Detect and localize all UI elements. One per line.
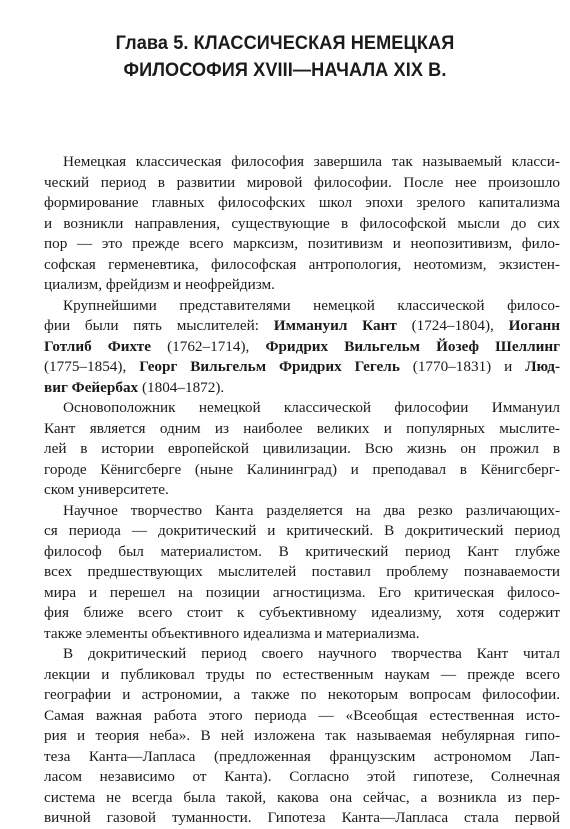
text-run: Немецкая классическая философия завершила так называемый класси- — [63, 153, 560, 170]
text-line — [44, 214, 560, 235]
text-line — [44, 275, 560, 296]
text-run: всех предшествующих мыслителей поставил проблему познаваемости — [44, 563, 560, 580]
paragraph — [44, 152, 560, 296]
text-run: (1724–1804), — [396, 317, 509, 334]
bold-name: Фридрих Вильгельм Йозеф Шеллинг — [265, 337, 560, 355]
text-line — [44, 726, 560, 747]
paragraph — [44, 644, 560, 829]
text-run: (1770–1831) и — [399, 358, 526, 375]
text-line — [44, 767, 560, 788]
bold-name: Иоганн — [508, 317, 560, 334]
bold-name: Георг Вильгельм Фридрих Гегель — [139, 358, 400, 375]
text-run: Самая важная работа этого периода — «Всеобщая естественная исто- — [44, 706, 560, 724]
text-line — [44, 439, 560, 460]
chapter-title — [57, 30, 513, 84]
text-line — [44, 583, 560, 604]
text-run: фия ближе всего стоит к субъективному идеализму, хотя содержит — [44, 604, 560, 621]
text-line — [44, 316, 560, 337]
text-line — [44, 398, 560, 419]
text-line — [44, 685, 560, 706]
text-run: городе Кёнигсберге (ныне Калининград) и преподавал в Кёнигсберг- — [44, 460, 560, 478]
text-line — [44, 501, 560, 522]
bold-name: Готлиб Фихте — [44, 337, 151, 355]
text-run: лей в истории европейской цивилизации. Всю жизнь он прожил в — [44, 440, 560, 457]
text-line — [44, 173, 560, 194]
text-run: Кант является одним из наиболее великих и популярных мыслите- — [44, 419, 560, 437]
text-run: вичной газовой туманности. Гипотеза Канта—Лапласа стала первой — [44, 809, 560, 826]
text-run: ческий период в развитии мировой философии. После нее произошло — [44, 173, 560, 191]
text-run: циализм, фрейдизм и неофрейдизм. — [44, 276, 275, 293]
chapter-title-line-2: ФИЛОСОФИЯ XVIII—НАЧАЛА XIX В. — [123, 59, 447, 81]
text-run: мира и перешел на позиции агностицизма. Его критическая филосо- — [44, 583, 560, 601]
text-run: (1775–1854), — [44, 358, 140, 375]
bold-name: Люд- — [525, 358, 561, 375]
text-run: (1804–1872). — [138, 378, 225, 396]
text-line — [44, 193, 560, 214]
paragraph — [44, 398, 560, 501]
text-line — [44, 665, 560, 686]
text-run: ласом независимо от Канта). Согласно этой гипотезе, Солнечная — [44, 768, 560, 785]
text-line — [44, 747, 560, 768]
text-run: и возникли направления, существующие в философской мысли до сих — [44, 214, 560, 232]
paragraph — [44, 501, 560, 645]
text-run: софская герменевтика, философская антропология, неотомизм, экзистен- — [44, 255, 560, 273]
text-run: ся периода — докритический и критический. В докритический период — [44, 522, 560, 539]
text-line — [44, 808, 560, 829]
paragraph — [44, 296, 560, 399]
text-line — [44, 337, 560, 358]
text-line — [44, 296, 560, 317]
text-run: также элементы объективного идеализма и материализма. — [44, 624, 420, 642]
text-line — [44, 542, 560, 563]
chapter-title-line-1: Глава 5. КЛАССИЧЕСКАЯ НЕМЕЦКАЯ — [115, 32, 455, 54]
text-line — [44, 357, 560, 378]
text-line — [44, 644, 560, 665]
text-run: лекции и публиковал труды по естественным наукам — прежде всего — [44, 665, 560, 683]
text-line — [44, 603, 560, 624]
text-line — [44, 378, 560, 399]
text-run: теза Канта—Лапласа (предложенная французским астрономом Лап- — [44, 747, 560, 765]
text-line — [44, 234, 560, 255]
text-line — [44, 521, 560, 542]
text-run: Крупнейшими представителями немецкой классической филосо- — [63, 296, 560, 314]
text-run: (1762–1714), — [150, 337, 266, 355]
text-line — [44, 706, 560, 727]
text-line — [44, 480, 560, 501]
text-line — [44, 419, 560, 440]
text-line — [44, 255, 560, 276]
text-run: географии и астрономии, а также по некоторым вопросам философии. — [44, 686, 560, 703]
text-run: Основоположник немецкой классической философии Иммануил — [63, 399, 560, 416]
bold-name: виг Фейербах — [44, 378, 139, 396]
text-run: Научное творчество Канта разделяется на два резко различающих- — [63, 501, 560, 519]
bold-name: Иммануил Кант — [273, 317, 397, 334]
text-run: ском университете. — [44, 481, 169, 498]
text-run: пор — это прежде всего марксизм, позитивизм и неопозитивизм, фило- — [44, 235, 560, 252]
text-run: рия и теория неба». В ней изложена так называемая небулярная гипо- — [44, 727, 560, 744]
text-line — [44, 152, 560, 173]
text-line — [44, 624, 560, 645]
text-line — [44, 788, 560, 809]
text-run: формирование главных философских школ эпохи зрелого капитализма — [44, 194, 560, 211]
text-run: система не всегда была такой, какова она сейчас, а возникла из пер- — [44, 788, 560, 806]
text-run: фии были пять мыслителей: — [44, 317, 274, 334]
text-run: В докритический период своего научного творчества Кант читал — [63, 645, 560, 662]
chapter-body — [44, 152, 560, 829]
text-run: философ был материалистом. В критический период Кант глубже — [44, 542, 560, 560]
text-line — [44, 562, 560, 583]
text-line — [44, 460, 560, 481]
